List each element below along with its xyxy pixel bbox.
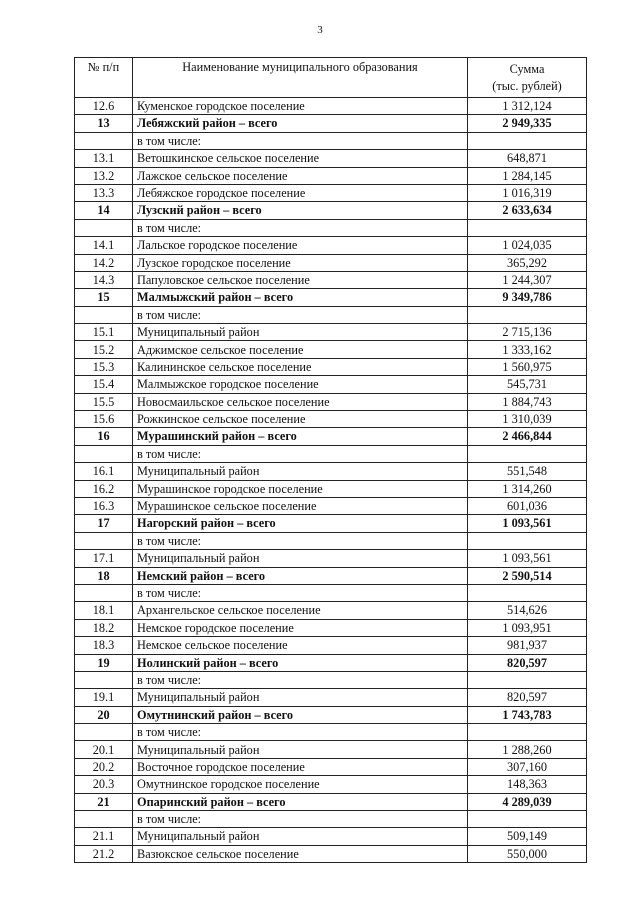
table-row <box>75 550 587 567</box>
table-row <box>75 376 587 393</box>
row-number-cell: 20.2 <box>75 758 133 775</box>
row-number-cell: 19 <box>75 654 133 671</box>
column-header-sum-title: Сумма <box>509 62 545 76</box>
table-row <box>75 237 587 254</box>
municipality-name-cell: Немское сельское поселение <box>133 637 468 654</box>
row-number-cell <box>75 724 133 741</box>
amount-cell: 9 349,786 <box>468 289 587 306</box>
municipality-name-cell: в том числе: <box>133 132 468 149</box>
amount-cell <box>468 532 587 549</box>
amount-cell: 365,292 <box>468 254 587 271</box>
municipality-name-cell: Лузское городское поселение <box>133 254 468 271</box>
row-number-cell: 16.3 <box>75 497 133 514</box>
row-number-cell: 16.2 <box>75 480 133 497</box>
table-row <box>75 497 587 514</box>
row-number-cell: 21.1 <box>75 828 133 845</box>
subheading-row <box>75 532 587 549</box>
district-total-row <box>75 567 587 584</box>
district-total-row <box>75 654 587 671</box>
column-header-number: № п/п <box>75 58 133 98</box>
table-row <box>75 741 587 758</box>
column-header-name: Наименование муниципального образования <box>133 58 468 98</box>
district-total-row <box>75 793 587 810</box>
row-number-cell: 15 <box>75 289 133 306</box>
municipality-name-cell: в том числе: <box>133 811 468 828</box>
municipality-name-cell: в том числе: <box>133 306 468 323</box>
amount-cell <box>468 306 587 323</box>
table-row <box>75 637 587 654</box>
row-number-cell: 18.1 <box>75 602 133 619</box>
row-number-cell: 15.6 <box>75 411 133 428</box>
municipality-name-cell: Новосмаильское сельское поселение <box>133 393 468 410</box>
row-number-cell: 15.2 <box>75 341 133 358</box>
row-number-cell <box>75 584 133 601</box>
row-number-cell <box>75 532 133 549</box>
amount-cell: 1 743,783 <box>468 706 587 723</box>
amount-cell: 2 633,634 <box>468 202 587 219</box>
municipality-name-cell: Восточное городское поселение <box>133 758 468 775</box>
budget-allocation-table <box>74 57 587 863</box>
row-number-cell <box>75 445 133 462</box>
amount-cell: 514,626 <box>468 602 587 619</box>
amount-cell: 2 590,514 <box>468 567 587 584</box>
table-row <box>75 411 587 428</box>
amount-cell: 1 884,743 <box>468 393 587 410</box>
municipality-name-cell: Ветошкинское сельское поселение <box>133 150 468 167</box>
municipality-name-cell: Куменское городское поселение <box>133 98 468 115</box>
amount-cell: 1 333,162 <box>468 341 587 358</box>
row-number-cell: 21 <box>75 793 133 810</box>
municipality-name-cell: Калининское сельское поселение <box>133 358 468 375</box>
amount-cell <box>468 219 587 236</box>
municipality-name-cell: в том числе: <box>133 219 468 236</box>
municipality-name-cell: в том числе: <box>133 584 468 601</box>
municipality-name-cell: Омутнинский район – всего <box>133 706 468 723</box>
amount-cell: 981,937 <box>468 637 587 654</box>
table-row <box>75 254 587 271</box>
amount-cell <box>468 811 587 828</box>
row-number-cell: 16.1 <box>75 463 133 480</box>
municipality-name-cell: в том числе: <box>133 532 468 549</box>
municipality-name-cell: Малмыжское городское поселение <box>133 376 468 393</box>
district-total-row <box>75 115 587 132</box>
row-number-cell: 18.3 <box>75 637 133 654</box>
amount-cell: 4 289,039 <box>468 793 587 810</box>
row-number-cell <box>75 671 133 688</box>
amount-cell: 148,363 <box>468 776 587 793</box>
row-number-cell <box>75 219 133 236</box>
row-number-cell: 14.2 <box>75 254 133 271</box>
municipality-name-cell: Муниципальный район <box>133 550 468 567</box>
row-number-cell: 15.1 <box>75 324 133 341</box>
amount-cell: 1 093,561 <box>468 550 587 567</box>
amount-cell: 1 284,145 <box>468 167 587 184</box>
municipality-name-cell: Муниципальный район <box>133 324 468 341</box>
row-number-cell: 20.3 <box>75 776 133 793</box>
amount-cell: 601,036 <box>468 497 587 514</box>
municipality-name-cell: Мурашинское городское поселение <box>133 480 468 497</box>
amount-cell: 307,160 <box>468 758 587 775</box>
municipality-name-cell: Муниципальный район <box>133 689 468 706</box>
municipality-name-cell: Лузский район – всего <box>133 202 468 219</box>
subheading-row <box>75 306 587 323</box>
municipality-name-cell: Немский район – всего <box>133 567 468 584</box>
district-total-row <box>75 289 587 306</box>
municipality-name-cell: Мурашинский район – всего <box>133 428 468 445</box>
subheading-row <box>75 811 587 828</box>
amount-cell: 545,731 <box>468 376 587 393</box>
municipality-name-cell: Лажское сельское поселение <box>133 167 468 184</box>
table-row <box>75 167 587 184</box>
table-row <box>75 602 587 619</box>
row-number-cell: 13 <box>75 115 133 132</box>
table-row <box>75 393 587 410</box>
amount-cell: 509,149 <box>468 828 587 845</box>
row-number-cell: 20.1 <box>75 741 133 758</box>
table-row <box>75 619 587 636</box>
table-row <box>75 776 587 793</box>
district-total-row <box>75 428 587 445</box>
table-row <box>75 98 587 115</box>
row-number-cell: 15.3 <box>75 358 133 375</box>
table-row <box>75 271 587 288</box>
amount-cell: 1 560,975 <box>468 358 587 375</box>
table-body <box>75 98 587 863</box>
row-number-cell: 17.1 <box>75 550 133 567</box>
municipality-name-cell: в том числе: <box>133 671 468 688</box>
row-number-cell: 18.2 <box>75 619 133 636</box>
amount-cell: 1 244,307 <box>468 271 587 288</box>
table-row <box>75 689 587 706</box>
table-header-row <box>75 58 587 98</box>
district-total-row <box>75 706 587 723</box>
amount-cell: 1 093,561 <box>468 515 587 532</box>
row-number-cell: 13.3 <box>75 184 133 201</box>
municipality-name-cell: Папуловское сельское поселение <box>133 271 468 288</box>
table-row <box>75 324 587 341</box>
column-header-sum-unit: (тыс. рублей) <box>492 78 562 93</box>
amount-cell: 2 715,136 <box>468 324 587 341</box>
subheading-row <box>75 132 587 149</box>
row-number-cell: 17 <box>75 515 133 532</box>
municipality-name-cell: Архангельское сельское поселение <box>133 602 468 619</box>
subheading-row <box>75 671 587 688</box>
subheading-row <box>75 584 587 601</box>
row-number-cell <box>75 811 133 828</box>
amount-cell: 1 312,124 <box>468 98 587 115</box>
municipality-name-cell: Муниципальный район <box>133 828 468 845</box>
municipality-name-cell: Рожкинское сельское поселение <box>133 411 468 428</box>
row-number-cell: 13.1 <box>75 150 133 167</box>
amount-cell <box>468 724 587 741</box>
row-number-cell: 13.2 <box>75 167 133 184</box>
municipality-name-cell: Немское городское поселение <box>133 619 468 636</box>
amount-cell <box>468 132 587 149</box>
row-number-cell: 15.4 <box>75 376 133 393</box>
table-row <box>75 828 587 845</box>
row-number-cell <box>75 306 133 323</box>
amount-cell: 550,000 <box>468 845 587 862</box>
table-row <box>75 358 587 375</box>
amount-cell: 1 288,260 <box>468 741 587 758</box>
municipality-name-cell: Мурашинское сельское поселение <box>133 497 468 514</box>
amount-cell: 1 016,319 <box>468 184 587 201</box>
table-row <box>75 341 587 358</box>
amount-cell: 2 466,844 <box>468 428 587 445</box>
municipality-name-cell: Лебяжское городское поселение <box>133 184 468 201</box>
municipality-name-cell: Опаринский район – всего <box>133 793 468 810</box>
municipality-name-cell: Муниципальный район <box>133 741 468 758</box>
row-number-cell: 18 <box>75 567 133 584</box>
amount-cell: 1 314,260 <box>468 480 587 497</box>
amount-cell: 2 949,335 <box>468 115 587 132</box>
amount-cell: 820,597 <box>468 689 587 706</box>
subheading-row <box>75 219 587 236</box>
page-number: 3 <box>317 24 323 36</box>
municipality-name-cell: Нолинский район – всего <box>133 654 468 671</box>
municipality-name-cell: в том числе: <box>133 724 468 741</box>
municipality-name-cell: Муниципальный район <box>133 463 468 480</box>
table-row <box>75 758 587 775</box>
row-number-cell: 20 <box>75 706 133 723</box>
municipality-name-cell: Лальское городское поселение <box>133 237 468 254</box>
subheading-row <box>75 724 587 741</box>
amount-cell <box>468 671 587 688</box>
municipality-name-cell: Лебяжский район – всего <box>133 115 468 132</box>
amount-cell: 820,597 <box>468 654 587 671</box>
amount-cell <box>468 445 587 462</box>
table-row <box>75 463 587 480</box>
row-number-cell: 16 <box>75 428 133 445</box>
table-row <box>75 480 587 497</box>
municipality-name-cell: Малмыжский район – всего <box>133 289 468 306</box>
row-number-cell: 14.1 <box>75 237 133 254</box>
row-number-cell: 15.5 <box>75 393 133 410</box>
row-number-cell: 14 <box>75 202 133 219</box>
row-number-cell: 19.1 <box>75 689 133 706</box>
district-total-row <box>75 515 587 532</box>
table-row <box>75 845 587 862</box>
amount-cell: 551,548 <box>468 463 587 480</box>
row-number-cell: 14.3 <box>75 271 133 288</box>
row-number-cell: 12.6 <box>75 98 133 115</box>
municipality-name-cell: в том числе: <box>133 445 468 462</box>
subheading-row <box>75 445 587 462</box>
municipality-name-cell: Омутнинское городское поселение <box>133 776 468 793</box>
row-number-cell: 21.2 <box>75 845 133 862</box>
row-number-cell <box>75 132 133 149</box>
amount-cell: 648,871 <box>468 150 587 167</box>
table-row <box>75 150 587 167</box>
table-row <box>75 184 587 201</box>
amount-cell <box>468 584 587 601</box>
amount-cell: 1 093,951 <box>468 619 587 636</box>
amount-cell: 1 024,035 <box>468 237 587 254</box>
municipality-name-cell: Аджимское сельское поселение <box>133 341 468 358</box>
amount-cell: 1 310,039 <box>468 411 587 428</box>
district-total-row <box>75 202 587 219</box>
municipality-name-cell: Нагорский район – всего <box>133 515 468 532</box>
column-header-sum <box>468 58 587 98</box>
municipality-name-cell: Вазюкское сельское поселение <box>133 845 468 862</box>
